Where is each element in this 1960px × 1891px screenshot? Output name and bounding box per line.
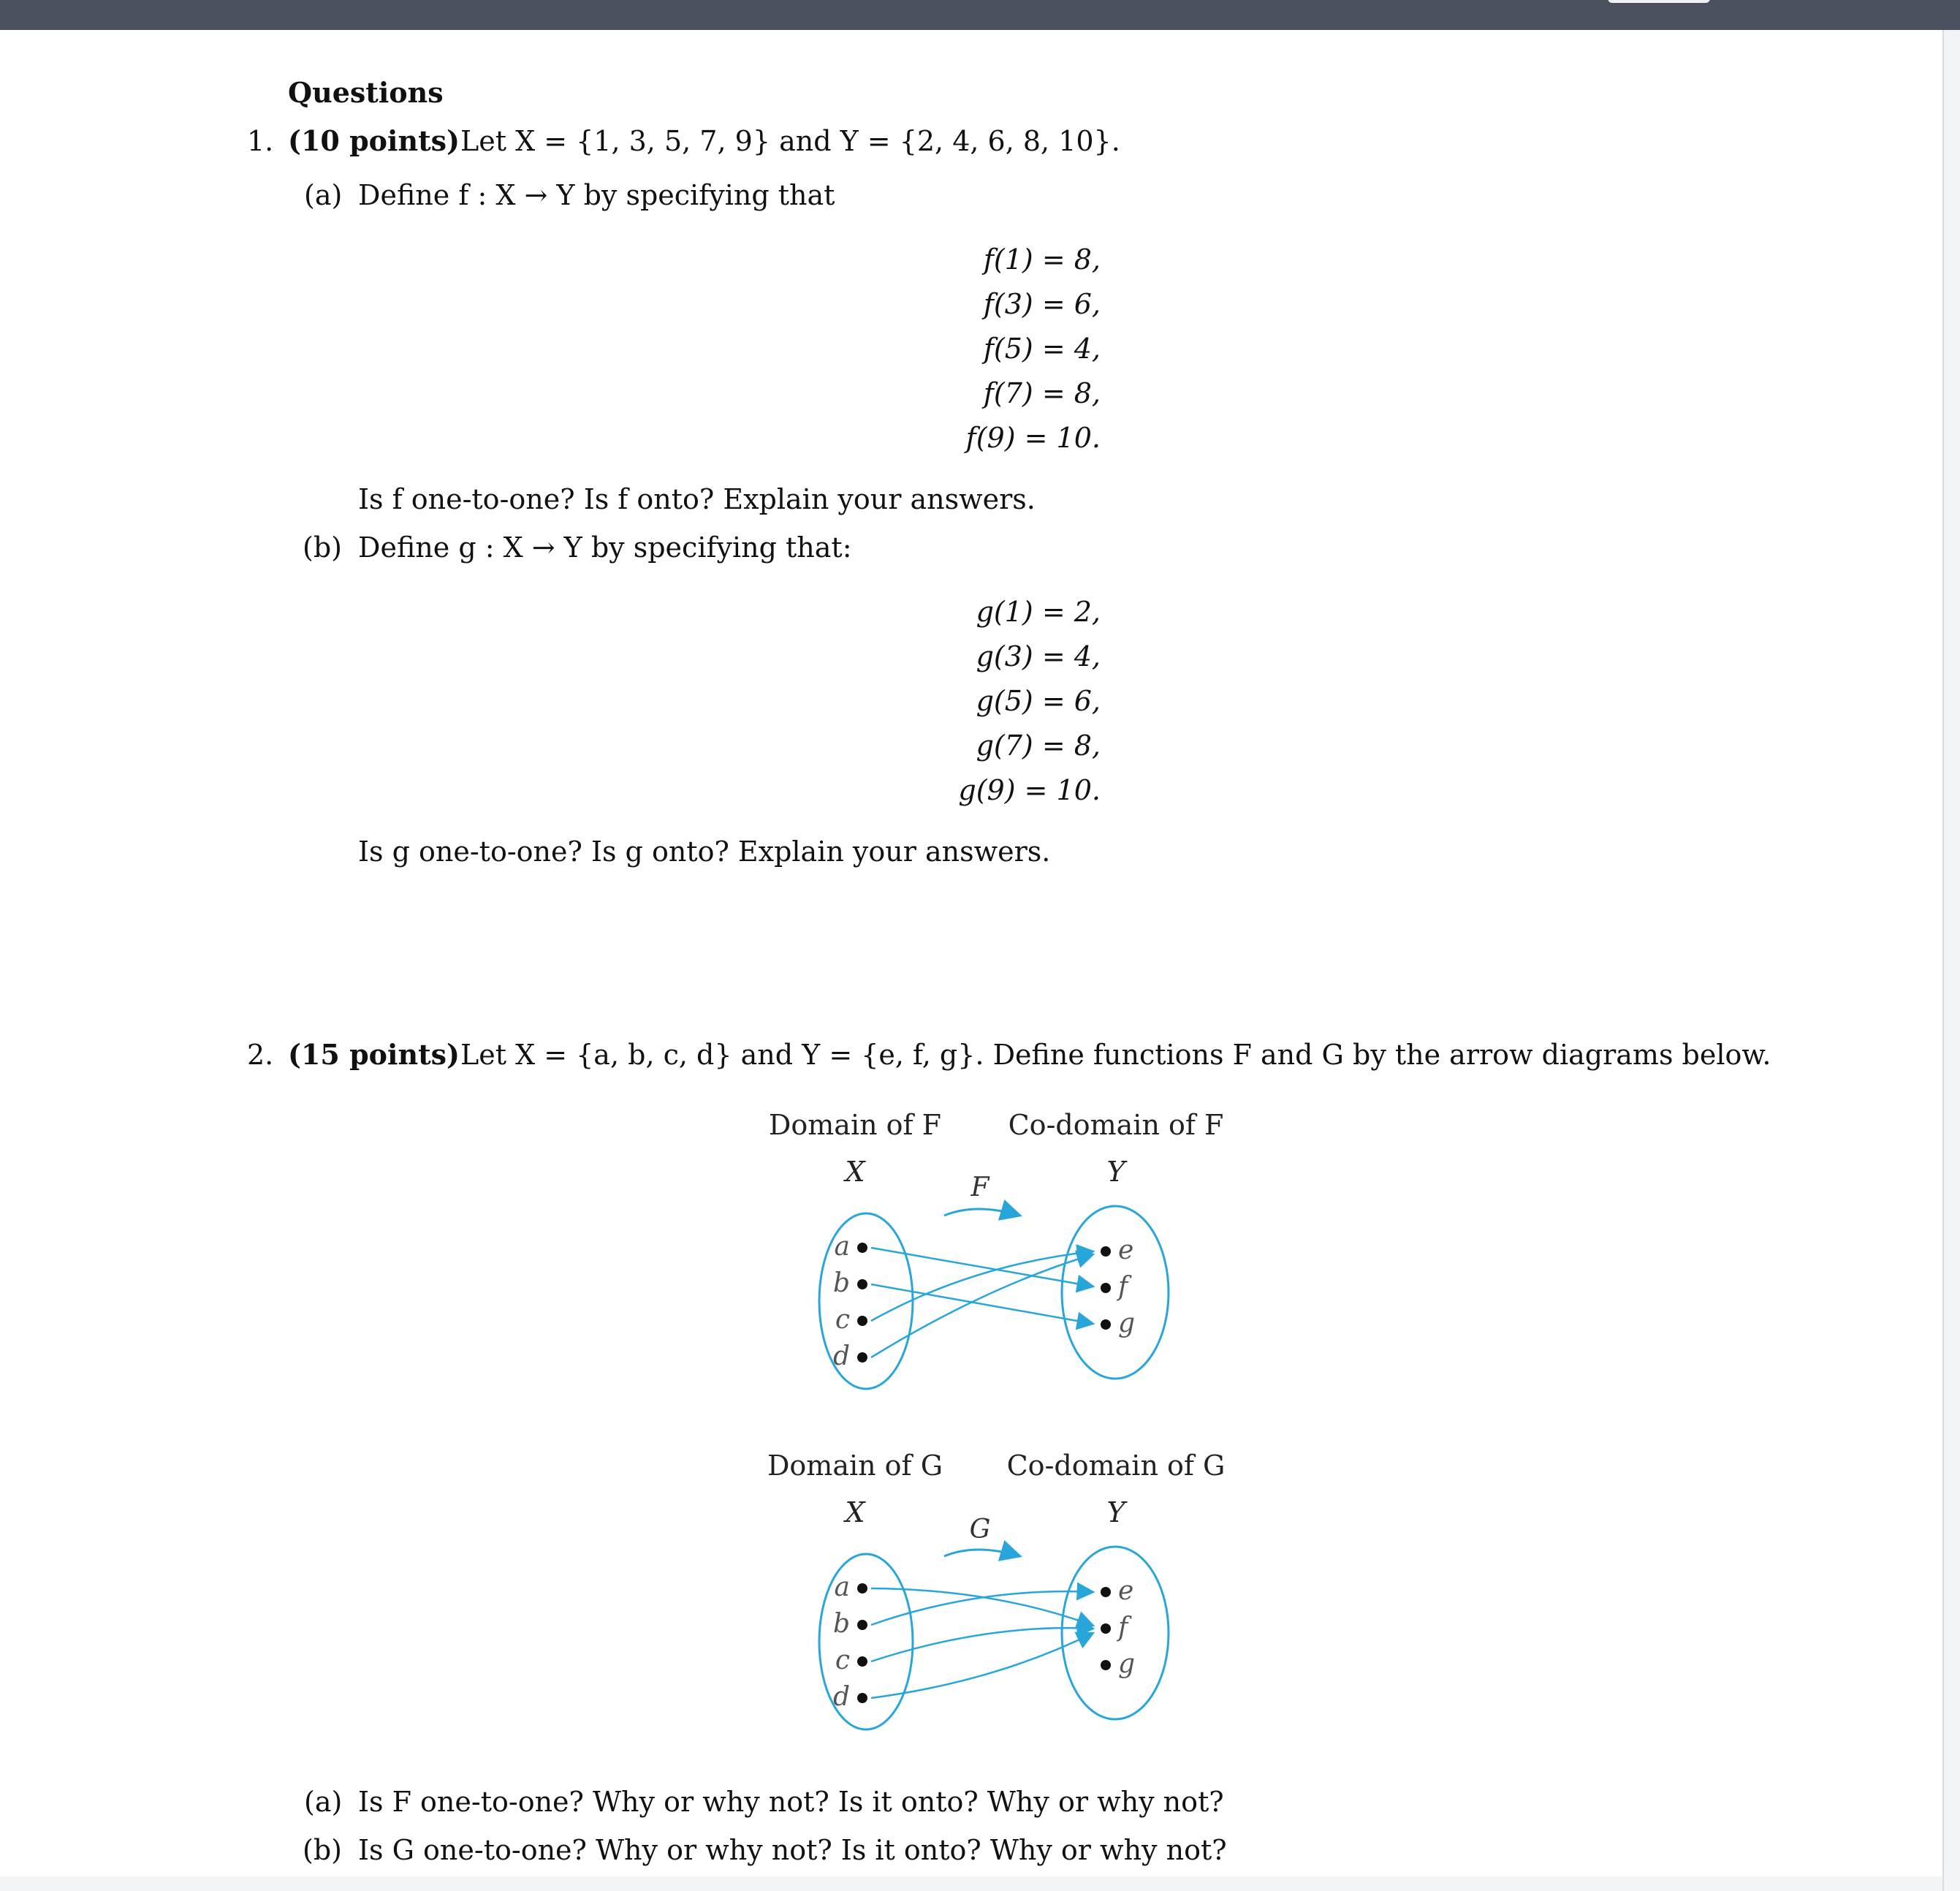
domain-point (857, 1583, 867, 1593)
codomain-element-label: f (1118, 1272, 1128, 1302)
q1b-label: (b) (303, 531, 342, 564)
domain-element-label: b (832, 1268, 850, 1298)
domain-point (857, 1620, 867, 1630)
codomain-point (1101, 1246, 1111, 1257)
q2a-text: Is F one-to-one? Why or why not? Is it onto? Why or why not? (358, 1786, 1224, 1818)
q1a-label: (a) (304, 179, 343, 211)
codomain-element-label: g (1118, 1649, 1136, 1679)
scrollbar-track[interactable] (1942, 30, 1960, 1891)
q1b-equation-4: g(7) = 8, (976, 730, 1101, 762)
q1b-equation-3: g(5) = 6, (976, 685, 1101, 717)
arrow-diagram-F (753, 1096, 1250, 1403)
codomain-set-label: Y (1106, 1156, 1125, 1188)
q2a-label: (a) (304, 1786, 343, 1818)
q1a-equation-2: f(3) = 6, (983, 288, 1101, 320)
q1b-text: Define g : X → Y by specifying that: (358, 531, 852, 564)
map-arrow-c-f (871, 1628, 1093, 1661)
domain-element-label: c (835, 1305, 850, 1335)
q1b-equation-2: g(3) = 4, (976, 640, 1101, 672)
q1a-question: Is f one-to-one? Is f onto? Explain your answers. (358, 483, 1036, 515)
domain-point (857, 1243, 867, 1253)
domain-element-label: a (834, 1572, 850, 1602)
domain-title: Domain of G (767, 1449, 943, 1482)
function-label: F (970, 1172, 990, 1202)
q1-number: 1. (247, 125, 274, 157)
domain-point (857, 1693, 867, 1703)
codomain-element-label: e (1118, 1235, 1134, 1265)
domain-set-label: X (845, 1496, 865, 1528)
map-arrow-a-f (871, 1248, 1093, 1286)
domain-point (857, 1279, 867, 1289)
q1b-equation-1: g(1) = 2, (976, 596, 1101, 628)
top-bar (0, 0, 1960, 30)
codomain-set-label: Y (1106, 1496, 1125, 1528)
q2b-text: Is G one-to-one? Why or why not? Is it onto? Why or why not? (358, 1834, 1227, 1866)
q1a-equation-4: f(7) = 8, (983, 377, 1101, 409)
bottom-edge (0, 1876, 1942, 1891)
q1-intro: Let X = {1, 3, 5, 7, 9} and Y = {2, 4, 6, 8, 10}. (460, 125, 1120, 157)
q2-points: (15 points) (288, 1038, 460, 1071)
codomain-element-label: e (1118, 1576, 1134, 1606)
q1a-equation-5: f(9) = 10. (965, 422, 1101, 454)
domain-element-label: d (832, 1341, 850, 1371)
map-arrow-d-e (871, 1254, 1093, 1357)
codomain-point (1101, 1319, 1111, 1330)
domain-title: Domain of F (768, 1109, 942, 1141)
domain-set-label: X (845, 1156, 865, 1188)
q1a-text: Define f : X → Y by specifying that (358, 179, 835, 211)
q1-points: (10 points) (288, 124, 460, 157)
codomain-point (1101, 1283, 1111, 1293)
function-label: G (969, 1515, 991, 1545)
domain-element-label: c (835, 1645, 850, 1675)
domain-point (857, 1656, 867, 1667)
q1a-equation-1: f(1) = 8, (983, 243, 1101, 276)
codomain-title: Co-domain of F (1008, 1109, 1224, 1141)
domain-element-label: d (832, 1682, 850, 1712)
codomain-point (1101, 1660, 1111, 1670)
codomain-point (1101, 1587, 1111, 1597)
codomain-point (1101, 1623, 1111, 1634)
codomain-ellipse (1062, 1206, 1169, 1379)
q1b-equation-5: g(9) = 10. (958, 774, 1101, 806)
map-arrow-d-f (871, 1633, 1093, 1698)
codomain-ellipse (1062, 1547, 1169, 1719)
q2-number: 2. (247, 1039, 274, 1071)
domain-point (857, 1352, 867, 1363)
domain-element-label: b (832, 1609, 850, 1639)
q1b-question: Is g one-to-one? Is g onto? Explain your answers. (358, 835, 1051, 868)
codomain-element-label: f (1118, 1613, 1128, 1642)
top-bar-tab[interactable] (1608, 0, 1710, 3)
domain-point (857, 1316, 867, 1326)
map-arrow-c-e (871, 1251, 1093, 1321)
q2-intro: Let X = {a, b, c, d} and Y = {e, f, g}. Define functions F and G by the arrow diagrams below. (460, 1039, 1771, 1071)
page-heading: Questions (288, 76, 444, 109)
arrow-diagram-G (753, 1437, 1250, 1744)
q1a-equation-3: f(5) = 4, (983, 333, 1101, 365)
domain-element-label: a (834, 1232, 850, 1262)
q2b-label: (b) (303, 1834, 342, 1866)
codomain-element-label: g (1118, 1308, 1136, 1338)
codomain-title: Co-domain of G (1006, 1449, 1226, 1482)
function-arrow (944, 1550, 1020, 1556)
function-arrow (944, 1209, 1020, 1216)
